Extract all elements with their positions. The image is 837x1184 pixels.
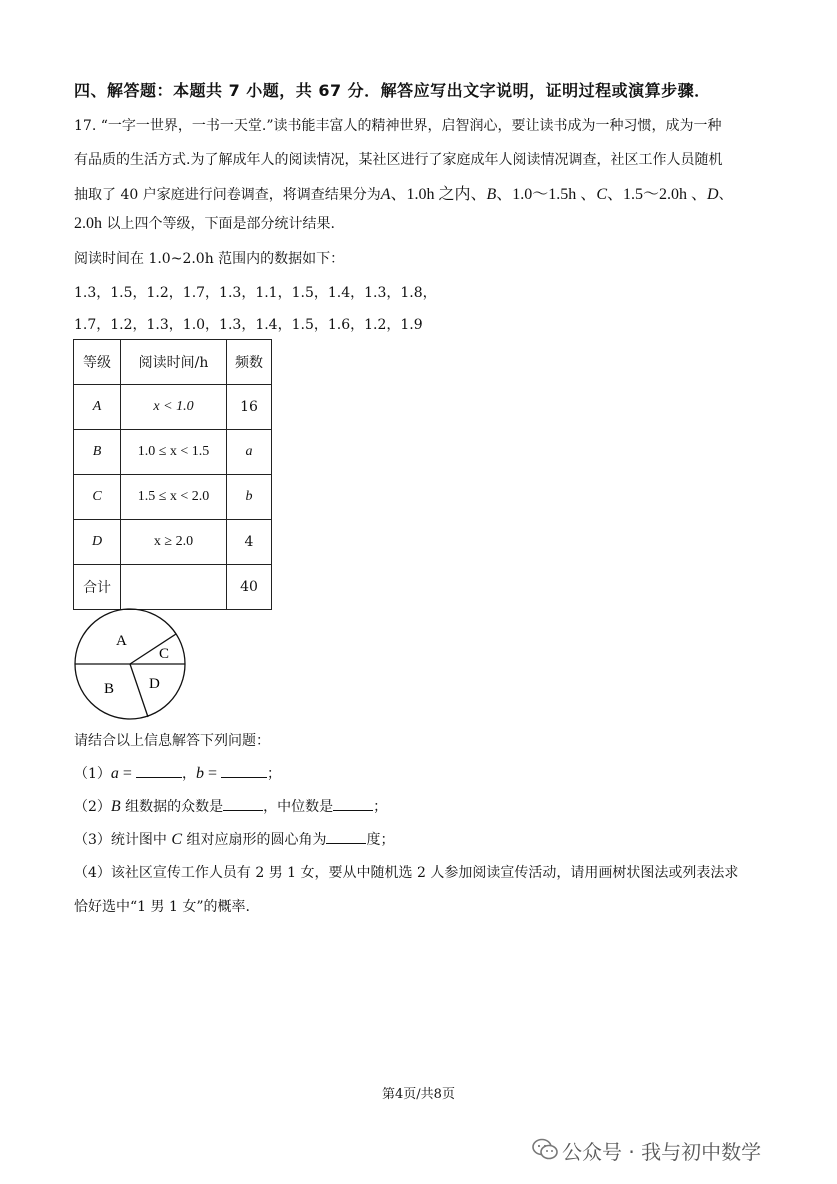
q1-end: ； [266, 766, 281, 782]
table-header-row [74, 340, 272, 385]
questions-intro: 请结合以上信息解答下列问题： [74, 733, 270, 749]
q3-text: 组对应扇形的圆心角为 [182, 832, 327, 848]
cell-grade: C [74, 475, 121, 520]
grade-a-symbol: A [380, 186, 391, 203]
cell-count: b [227, 475, 272, 520]
pie-label-b: B [104, 681, 115, 697]
cell-count: a [227, 430, 272, 475]
q2-number: （2） [74, 799, 111, 815]
q2-mode-blank[interactable] [223, 796, 263, 811]
q2-group-b: B [110, 798, 121, 815]
data-row-1: 1.3，1.5，1.2，1.7，1.3，1.1，1.5，1.4，1.3，1.8， [74, 285, 437, 301]
cell-total-count: 40 [227, 565, 272, 610]
problem-line-1: 17. “一字一世界，一书一天堂.”读书能丰富人的精神世界，启智润心，要让读书成为一种习惯，成为一种 [74, 118, 722, 134]
pie-label-a: A [116, 633, 127, 649]
problem-line-3-end: 、 [718, 187, 733, 203]
problem-line-3-text: 抽取了 40 户家庭进行问卷调查，将调查结果分为 [74, 187, 381, 203]
question-1 [74, 763, 281, 783]
q3-group-c: C [171, 831, 183, 848]
cell-range: 1.0 ≤ x < 1.5 [121, 430, 227, 475]
table-row [74, 475, 272, 520]
watermark-text: 公众号 · 我与初中数学 [562, 1140, 762, 1164]
grade-c-range: 、1.5～2.0h 、 [606, 186, 707, 203]
table-row [74, 385, 272, 430]
frequency-table [73, 339, 272, 610]
pie-divider-b-d [130, 664, 148, 717]
pie-label-d: D [149, 676, 160, 692]
cell-grade: A [74, 385, 121, 430]
q1-var-b: b [195, 765, 204, 782]
cell-grade: B [74, 430, 121, 475]
watermark [562, 1136, 761, 1165]
pie-chart [68, 608, 192, 722]
table-row [74, 430, 272, 475]
q1-var-a: a [110, 765, 119, 782]
q2-end: ； [373, 799, 388, 815]
section-heading: 四、解答题：本题共 7 小题，共 67 分．解答应写出文字说明，证明过程或演算步骤． [74, 81, 711, 100]
cell-range: x < 1.0 [121, 385, 227, 430]
q1-separator: ， [181, 766, 196, 782]
question-2 [74, 796, 387, 816]
header-reading-time: 阅读时间/h [121, 340, 227, 385]
cell-count: 4 [227, 520, 272, 565]
cell-total-range [121, 565, 227, 610]
problem-line-4 [74, 213, 335, 233]
problem-line-2: 有品质的生活方式.为了解成年人的阅读情况，某社区进行了家庭成年人阅读情况调查，社区工作人员随机 [74, 152, 723, 168]
q1-answer-blank-b[interactable] [221, 763, 267, 778]
table-total-row [74, 565, 272, 610]
cell-range: x ≥ 2.0 [121, 520, 227, 565]
grade-a-range: 、1.0h 之内、 [390, 186, 487, 203]
pie-label-c: C [159, 646, 170, 662]
grade-c-symbol: C [596, 186, 607, 203]
data-row-2: 1.7，1.2，1.3，1.0，1.3，1.4，1.5，1.6，1.2，1.9 [74, 317, 423, 333]
header-grade: 等级 [74, 340, 121, 385]
q1-equals-a: = [118, 765, 136, 782]
grade-b-range: 、1.0～1.5h 、 [496, 186, 597, 203]
data-intro: 阅读时间在 1.0~2.0h 范围内的数据如下： [74, 251, 345, 267]
cell-range: 1.5 ≤ x < 2.0 [121, 475, 227, 520]
wechat-icon [532, 1138, 558, 1160]
problem-line-3 [74, 181, 733, 204]
q2-text-mode: 组数据的众数是 [120, 799, 224, 815]
cell-count: 16 [227, 385, 272, 430]
cell-grade: D [74, 520, 121, 565]
q3-angle-blank[interactable] [326, 829, 366, 844]
question-4-line-2: 恰好选中“1 男 1 女”的概率. [74, 899, 250, 915]
grade-d-symbol: D [707, 186, 719, 203]
q1-number: （1） [74, 766, 111, 782]
q3-number: （3）统计图中 [74, 832, 172, 848]
grade-b-symbol: B [486, 186, 497, 203]
table-row [74, 520, 272, 565]
cell-total-label: 合计 [74, 565, 121, 610]
q3-end: 度； [366, 832, 395, 848]
question-3 [74, 829, 394, 849]
pie-divider-c-upper [130, 634, 176, 664]
grade-d-range: 2.0h [74, 215, 102, 232]
q2-text-median: ，中位数是 [263, 799, 334, 815]
q2-median-blank[interactable] [333, 796, 373, 811]
q1-equals-b: = [203, 765, 221, 782]
problem-line-4-text: 以上四个等级，下面是部分统计结果. [102, 216, 335, 232]
page-footer: 第4页/共8页 [382, 1087, 455, 1102]
header-frequency: 频数 [227, 340, 272, 385]
q1-answer-blank-a[interactable] [136, 763, 182, 778]
question-4-line-1: （4）该社区宣传工作人员有 2 男 1 女，要从中随机选 2 人参加阅读宣传活动，请用画树状图法或列表法求 [74, 865, 739, 881]
